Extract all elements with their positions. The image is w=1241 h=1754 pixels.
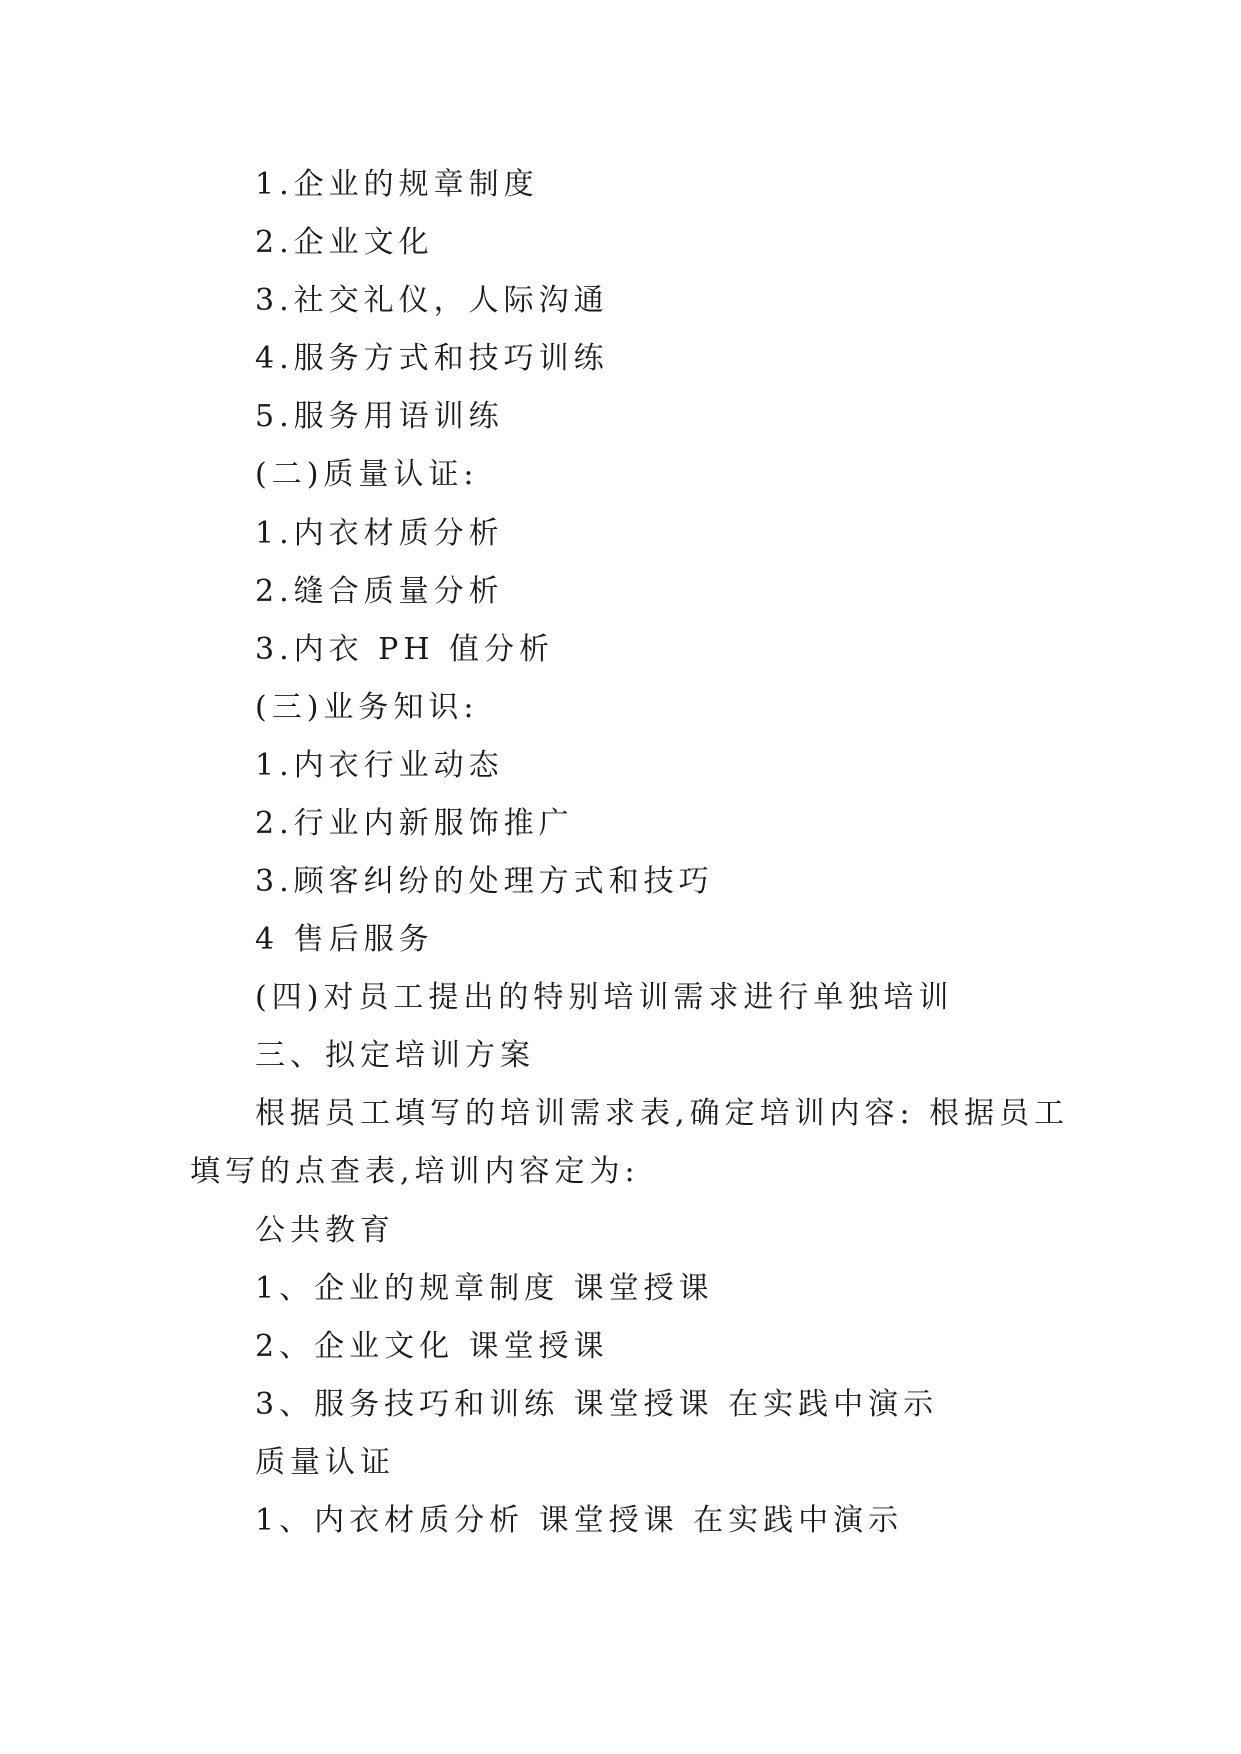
text-line-6: (二)质量认证: (255, 457, 479, 492)
text-line-8: 2.缝合质量分析 (255, 574, 504, 609)
text-line-18: 填写的点查表,培训内容定为: (190, 1154, 640, 1189)
text-line-10: (三)业务知识: (255, 690, 479, 725)
text-line-16: 三、拟定培训方案 (255, 1038, 535, 1073)
text-line-1: 1.企业的规章制度 (255, 167, 539, 202)
text-line-24: 1、内衣材质分析 课堂授课 在实践中演示 (255, 1503, 904, 1538)
text-line-5: 5.服务用语训练 (255, 399, 504, 434)
text-line-12: 2.行业内新服饰推广 (255, 806, 574, 841)
text-line-4: 4.服务方式和技巧训练 (255, 341, 609, 376)
text-line-9: 3.内衣 PH 值分析 (255, 632, 555, 667)
text-line-17: 根据员工填写的培训需求表,确定培训内容: 根据员工 (255, 1096, 1070, 1131)
text-line-22: 3、服务技巧和训练 课堂授课 在实践中演示 (255, 1387, 939, 1422)
text-line-14: 4 售后服务 (255, 922, 434, 957)
text-line-21: 2、企业文化 课堂授课 (255, 1329, 609, 1364)
text-line-11: 1.内衣行业动态 (255, 748, 504, 783)
text-line-20: 1、企业的规章制度 课堂授课 (255, 1271, 714, 1306)
text-line-19: 公共教育 (255, 1213, 395, 1248)
text-line-3: 3.社交礼仪，人际沟通 (255, 283, 609, 318)
text-line-15: (四)对员工提出的特别培训需求进行单独培训 (255, 980, 954, 1015)
text-line-2: 2.企业文化 (255, 225, 434, 260)
text-line-7: 1.内衣材质分析 (255, 516, 504, 551)
text-line-13: 3.顾客纠纷的处理方式和技巧 (255, 864, 714, 899)
text-line-23: 质量认证 (255, 1445, 395, 1480)
